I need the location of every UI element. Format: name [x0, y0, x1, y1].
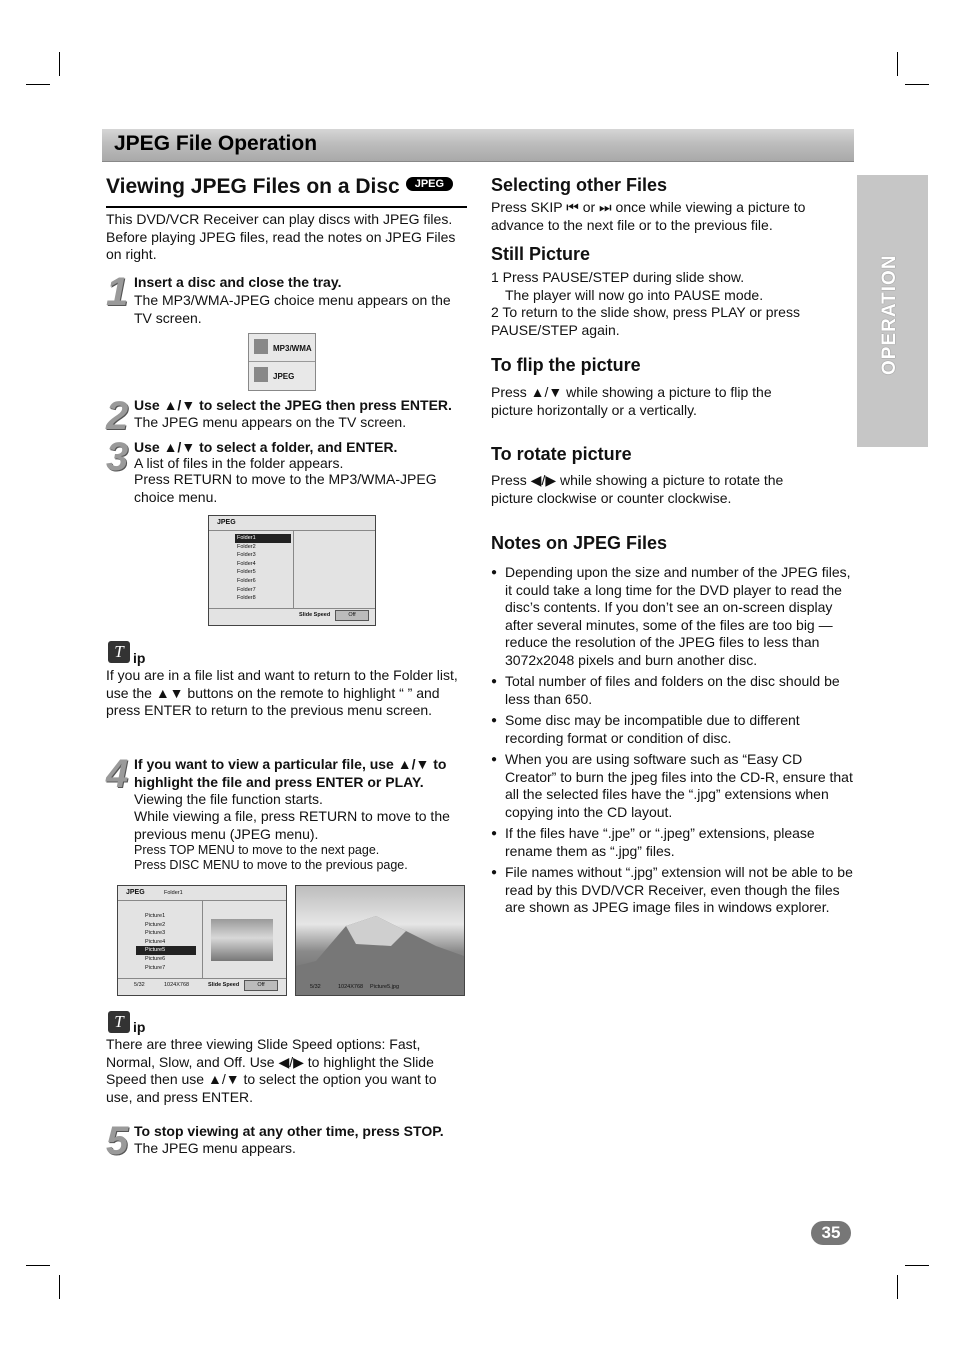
still-step-1-note: The player will now go into PAUSE mode.: [505, 287, 764, 303]
step-3-text-1: A list of files in the folder appears.: [134, 455, 344, 471]
selecting-heading: Selecting other Files: [491, 175, 668, 195]
folder-item: Folder2: [237, 543, 256, 550]
menu-mp3-label: MP3/WMA: [273, 344, 312, 353]
notes-heading: Notes on JPEG Files: [491, 533, 668, 553]
crop-mark: [897, 1275, 898, 1299]
note-item: ● Total number of files and folders on the disc should be less than 650.: [491, 673, 855, 708]
music-note-icon: [254, 339, 268, 354]
file-count: 5/32: [134, 982, 145, 988]
menu-jpeg-label: JPEG: [273, 372, 295, 381]
step-4-text-1: Viewing the file function starts.: [134, 791, 323, 807]
page-number: 35: [811, 1221, 851, 1245]
tip-1-text: If you are in a file list and want to return to the Folder list, use the ▲▼ buttons on the remote to highlight “ ” and press ENTER to return to the previous menu screen.: [106, 667, 458, 718]
step-3-number: 3: [106, 435, 127, 479]
slide-speed-value: Off: [244, 980, 278, 991]
jpeg-badge: JPEG: [406, 177, 453, 191]
picture-item: Picture7: [145, 964, 166, 971]
picture-item: Picture1: [145, 913, 166, 919]
crop-mark: [905, 1265, 929, 1266]
tip-icon: T: [108, 1011, 130, 1033]
step-2-number: 2: [106, 394, 127, 438]
heading-text: Viewing JPEG Files on a Disc: [106, 175, 400, 198]
step-1-number: 1: [106, 270, 127, 314]
note-item: ● When you are using software such as “Easy CD Creator” to burn the jpeg files into the CD-R, ensure that all the selected files have the “.jpg” extensions when copying into the CD layout.: [491, 751, 855, 821]
tip-icon: T: [108, 641, 130, 663]
slide-speed-label: Slide Speed: [299, 612, 331, 618]
menu-row-mp3: [249, 334, 315, 362]
crop-mark: [905, 84, 929, 85]
step-4-number: 4: [106, 752, 127, 796]
slide-speed-value: Off: [335, 610, 369, 621]
tip-2-label: ip: [133, 1019, 146, 1035]
tip-1-label: ip: [133, 650, 146, 666]
folder-list: [235, 534, 291, 603]
flip-text: Press ▲/▼ while showing a picture to flip the picture horizontally or a vertically.: [491, 384, 772, 418]
mountain-photo: [296, 886, 464, 995]
crop-mark: [59, 1275, 60, 1299]
side-tab: [857, 175, 928, 447]
folder-item: Folder3: [237, 552, 256, 559]
crop-mark: [26, 1265, 50, 1266]
note-item: ● File names without “.jpg” extension will not be able to be read by this DVD/VCR Receiver, even though the files are shown as JPEG image files in windows explorer.: [491, 864, 855, 917]
section-title: JPEG File Operation: [114, 132, 318, 155]
picture-list: [136, 912, 196, 972]
picture-icon: [254, 367, 268, 382]
step-4-note-2: Press DISC MENU to move to the previous page.: [134, 858, 408, 872]
step-1-text: The MP3/WMA-JPEG choice menu appears on the TV screen.: [134, 292, 451, 326]
folder-item: Folder8: [237, 595, 256, 602]
file-count: 5/32: [310, 984, 321, 990]
section-title-bar: [102, 129, 854, 162]
crop-mark: [59, 52, 60, 76]
picture-item: Picture2: [145, 921, 166, 928]
step-4-note-1: Press TOP MENU to move to the next page.: [134, 843, 380, 857]
choice-menu-screen: [248, 333, 316, 391]
step-4-text-2: While viewing a file, press RETURN to move to the previous menu (JPEG menu).: [134, 808, 450, 842]
preview-thumbnail: [211, 919, 273, 961]
picture-item: Picture4: [145, 938, 166, 945]
file-name: Picture5.jpg: [370, 984, 400, 990]
folder-item: Folder5: [237, 569, 256, 576]
slide-speed-label: Slide Speed: [208, 982, 240, 988]
jpeg-folder-screen: [208, 515, 376, 626]
step-2-text: The JPEG menu appears on the TV screen.: [134, 414, 407, 430]
heading-rule: [106, 206, 467, 208]
picture-item: Picture3: [145, 930, 166, 937]
folder-name: Folder1: [164, 890, 183, 896]
resolution: 1024X768: [338, 984, 364, 990]
resolution: 1024X768: [164, 982, 190, 988]
note-item: ● If the files have “.jpe” or “.jpeg” extensions, please rename them as “.jpg” files.: [491, 825, 855, 860]
crop-mark: [26, 84, 50, 85]
page-heading: [106, 175, 453, 199]
notes-list: [491, 564, 855, 921]
menu-row-jpeg: [249, 362, 315, 389]
crop-mark: [897, 52, 898, 76]
still-step-1: 1 Press PAUSE/STEP during slide show.: [491, 269, 745, 285]
still-heading: Still Picture: [491, 244, 591, 264]
step-3-title: Use ▲/▼ to select a folder, and ENTER.: [134, 439, 398, 455]
folder-item: Folder1: [235, 534, 291, 543]
step-5-title: To stop viewing at any other time, press STOP.: [134, 1123, 444, 1139]
screen-title: JPEG: [126, 889, 145, 896]
step-2-title: Use ▲/▼ to select the JPEG then press ENTER.: [134, 397, 452, 413]
jpeg-photo-screen: [295, 885, 465, 996]
step-5-number: 5: [106, 1119, 127, 1163]
screen-title: JPEG: [217, 519, 236, 526]
folder-item: Folder6: [237, 577, 256, 584]
still-step-2: 2 To return to the slide show, press PLAY or press PAUSE/STEP again.: [491, 304, 800, 338]
folder-item: Folder4: [237, 560, 256, 567]
step-5-text: The JPEG menu appears.: [134, 1140, 296, 1156]
picture-item: Picture5: [136, 946, 196, 955]
folder-item: Folder7: [237, 586, 256, 593]
rotate-heading: To rotate picture: [491, 444, 632, 464]
selecting-text: Press SKIP ⏮ or ⏭ once while viewing a picture to advance to the next file or to the previous file.: [491, 199, 806, 233]
side-tab-label: OPERATION: [879, 254, 900, 375]
rotate-text: Press ◀/▶ while showing a picture to rotate the picture clockwise or counter clockwise.: [491, 472, 784, 506]
intro-text: This DVD/VCR Receiver can play discs with JPEG files. Before playing JPEG files, read the notes on JPEG Files on right.: [106, 211, 456, 262]
note-item: ● Some disc may be incompatible due to different recording format or condition of disc.: [491, 712, 855, 747]
step-3-text-2: Press RETURN to move to the MP3/WMA-JPEG choice menu.: [134, 471, 437, 505]
step-1-title: Insert a disc and close the tray.: [134, 274, 342, 290]
flip-heading: To flip the picture: [491, 355, 641, 375]
step-4-title: If you want to view a particular file, use ▲/▼ to highlight the file and press ENTER or PLAY.: [134, 756, 447, 790]
picture-item: Picture6: [145, 955, 166, 962]
tip-2-text: There are three viewing Slide Speed options: Fast, Normal, Slow, and Off. Use ◀/▶ to highlight the Slide Speed then use ▲/▼ to select the option you want to use, and press ENTER.: [106, 1036, 437, 1105]
jpeg-file-screen: [117, 885, 287, 996]
note-item: ● Depending upon the size and number of the JPEG files, it could take a long time for the DVD player to read the disc’s contents. If you don’t see an on-screen display after several minutes, some of the files are too big — reduce the resolution of the JPEG files to less than 3072x2048 pixels and burn another disc.: [491, 564, 855, 669]
